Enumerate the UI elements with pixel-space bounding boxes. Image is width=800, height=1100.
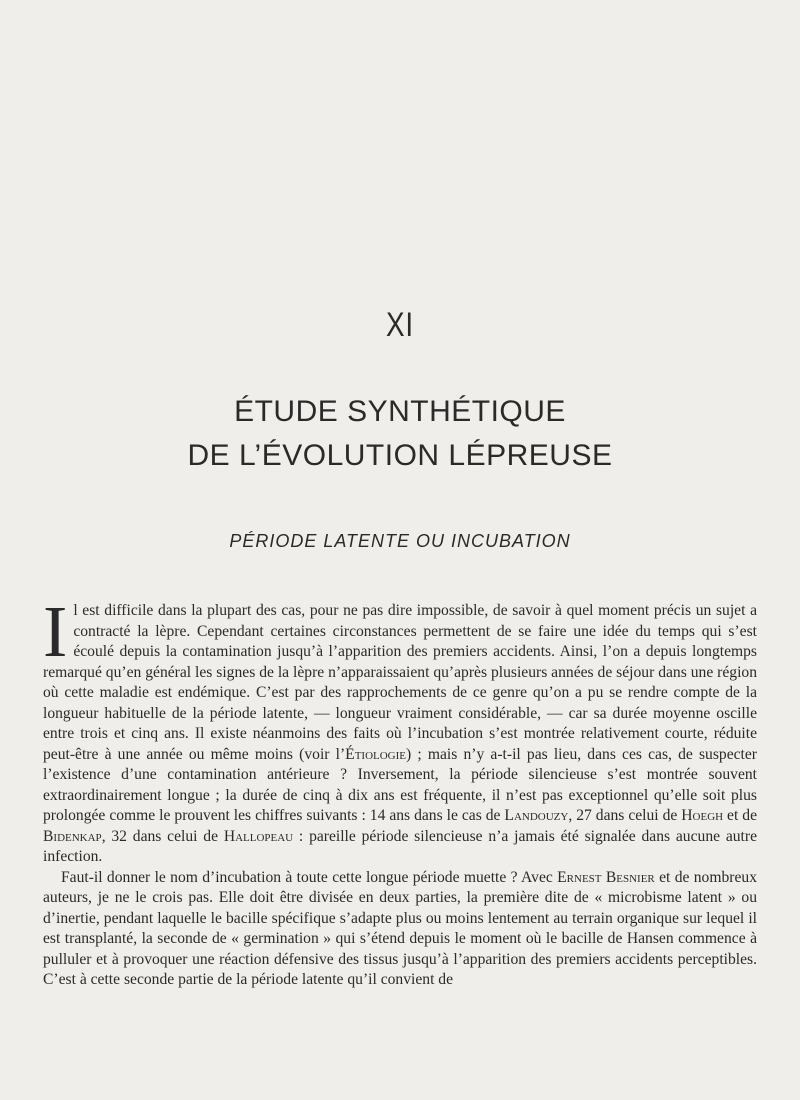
paragraph-1-text-e: , 32 dans celui de [101,827,224,845]
paragraph-1-text-c: , 27 dans celui de [568,807,682,824]
paragraph-2-text-a: Faut-il donner le nom d’incubation à toute cette longue période muette ? Avec [61,868,558,886]
paragraph-2-text-b: et de nombreux auteurs, je ne le crois pas. Elle doit être divisée en deux parties, la première dite de « microbisme latent » ou d’inertie, pendant laquelle le bacille spécifique s’adapte plus ou moins lentement au terrain organique sur lequel il est transplanté, la seconde de « germination » qui s’étend depuis le moment où le bacille de Hansen commence à pulluler et à provoquer une réaction défensive des tissus jusqu’à l’apparition des premiers accidents perceptibles. C’est à cette seconde partie de la période latente qu’il convient de [43,868,757,988]
author-hoegh: Hoegh [681,807,724,824]
paragraph-1-text-d: et de [723,807,757,824]
chapter-number: XI [386,306,414,344]
author-bidenkap: Bidenkap [43,827,102,845]
author-ernest-besnier: Ernest Besnier [557,868,655,886]
author-landouzy: Landouzy [504,807,569,824]
paragraph-2 [43,868,757,991]
chapter-title-line-2: DE L’ÉVOLUTION LÉPREUSE [187,439,613,472]
body-text [43,591,758,991]
paragraph-1-text-b: ) ; mais n’y a-t-il pas lieu, dans ces cas, de suspecter l’existence d’une contamination antérieure ? Inversement, la période silencieuse s’est montrée souvent extraordinairement longue ; la durée de cinq à dix ans est fréquente, il n’est pas exceptionnel qu’elle soit plus prolongée comme le prouvent les chiffres suivants : 14 ans dans le cas de [43,745,757,824]
ref-etiologie: Étiologie [345,745,407,763]
chapter-title-line-1: ÉTUDE SYNTHÉTIQUE [234,395,566,428]
author-hallopeau: Hallopeau [223,827,294,845]
paragraph-1-text-f: : pareille période silencieuse n’a jamais été signalée dans aucune autre infection. [43,827,758,865]
chapter-title [0,390,800,478]
paragraph-1-text-a: l est difficile dans la plupart des cas, pour ne pas dire impossible, de savoir à quel moment précis un sujet a contracté la lèpre. Cependant certaines circonstances permettent de se faire une idée du temps qui s’est écoulé depuis la contamination jusqu’à l’apparition des premiers accidents. Ainsi, l’on a depuis longtemps remarqué qu’en général les signes de la lèpre n’apparaissaient qu’après plusieurs années de séjour dans une région où cette maladie est endémique. C’est par des rapprochements de ce genre qu’on a pu se rendre compte de la longueur habituelle de la période latente, — longueur vraiment considérable, — car sa durée moyenne oscille entre trois et cinq ans. Il existe néanmoins des faits où l’incubation s’est montrée relativement courte, réduite peut-être à une année ou même moins (voir l’ [43,602,757,763]
drop-cap: I [43,591,68,672]
section-subtitle: PÉRIODE LATENTE OU INCUBATION [229,531,571,551]
paragraph-1 [43,591,758,868]
